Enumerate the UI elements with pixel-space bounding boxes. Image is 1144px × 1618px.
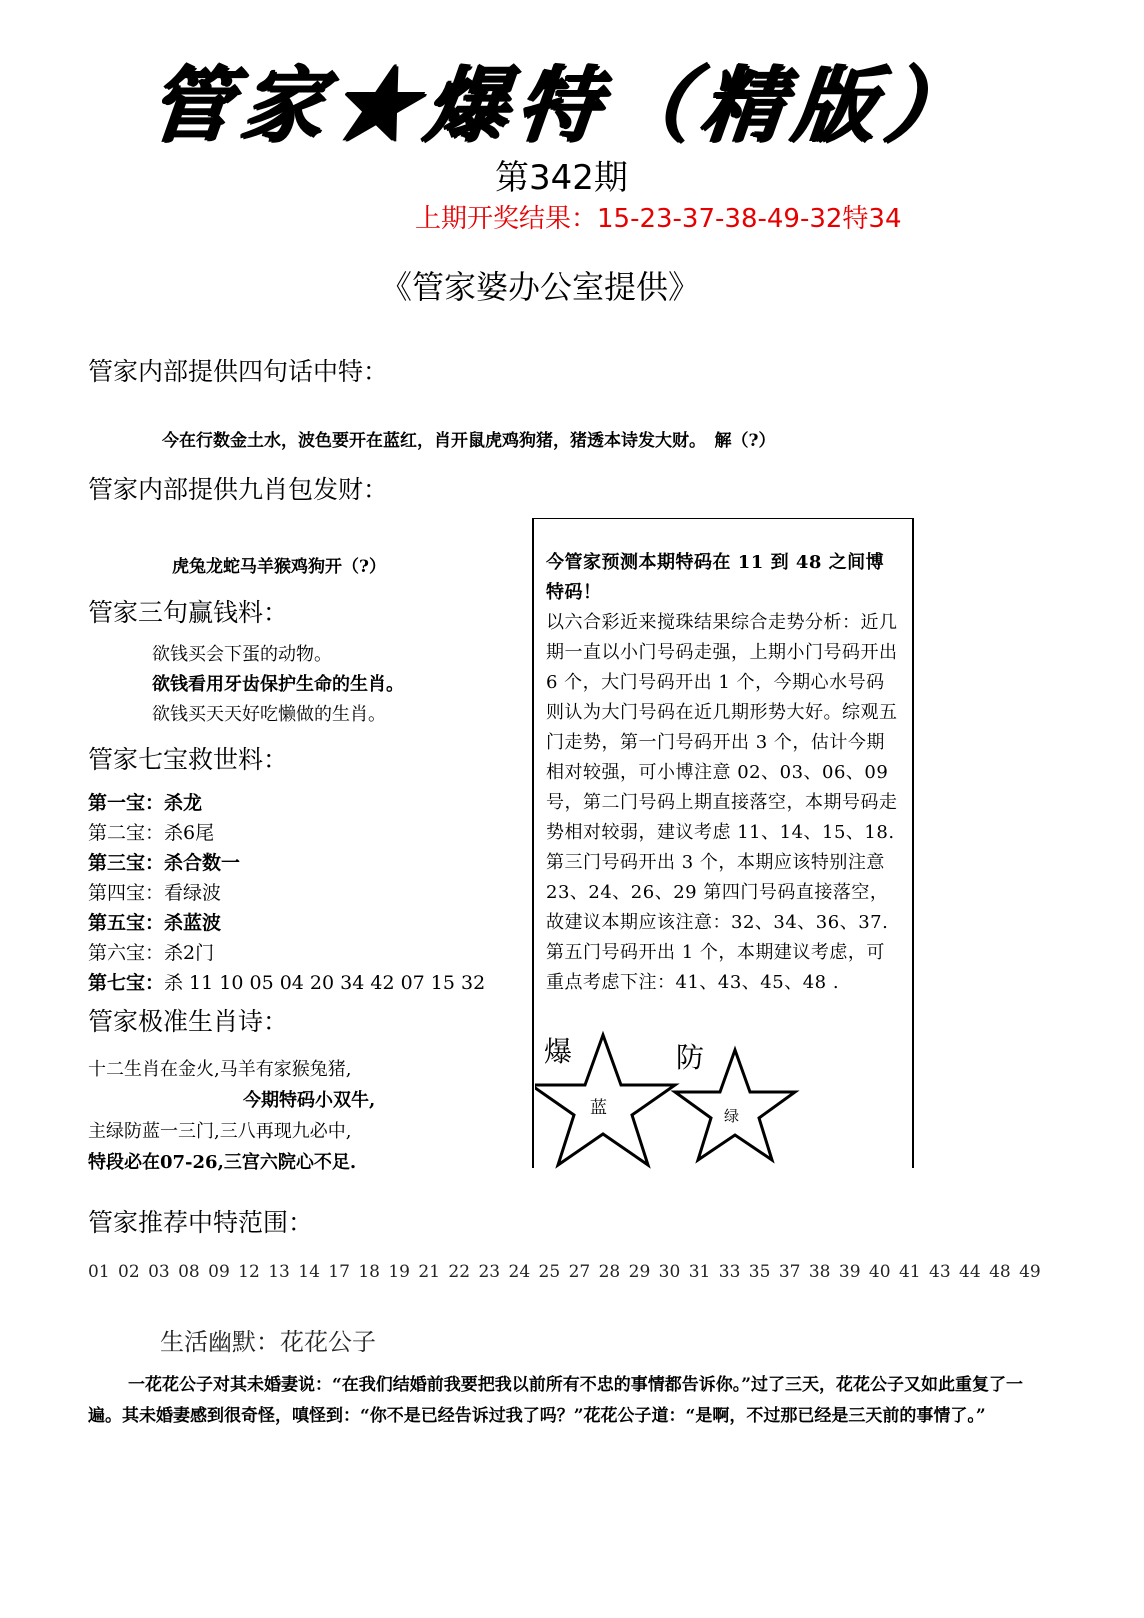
four-lines-heading: 管家内部提供四句话中特： — [88, 357, 389, 386]
treasure-value: 杀2门 — [164, 942, 215, 964]
three-lines-item: 欲钱看用牙齿保护生命的生肖。 — [152, 674, 404, 695]
zodiac-poem-heading: 管家极准生肖诗： — [88, 1007, 289, 1036]
star-blue-label: 蓝 — [590, 1098, 607, 1118]
three-lines-item: 欲钱买天天好吃懒做的生肖。 — [152, 704, 386, 725]
treasure-value: 杀6尾 — [164, 822, 215, 844]
star-green-label: 绿 — [724, 1107, 740, 1125]
treasure-value: 杀 11 10 05 04 20 34 42 07 15 32 — [164, 972, 486, 994]
four-lines-text: 今在行数金土水，波色要开在蓝红，肖开鼠虎鸡狗猪，猪透本诗发大财。 解（?） — [162, 431, 776, 451]
star-label-guard: 防 — [676, 1041, 705, 1074]
treasure-item — [88, 878, 485, 908]
analysis-body: 以六合彩近来搅珠结果综合走势分析：近几期一直以小门号码走强，上期小门号码开出 6 个，大门号码开出 1 个，今期心水号码则认为大门号码在近几期形势大好。综观五门走势，第一门号码开出 3 个，估计今期相对较强，可小博注意 02、03、06、09 号，第二门号码上期直接落空，本期号码走势相对较弱，建议考虑 11、14、15、18. 第三门号码开出 3 个，本期应该特别注意 23、24、26、29 第四门号码直接落空，故建议本期应该注意：32、34、36、37. 第五门号码开出 1 个，本期建议考虑，可重点考虑下注：41、43、45、48 . — [546, 612, 898, 993]
treasure-item — [88, 938, 485, 968]
treasure-key: 第七宝： — [88, 972, 165, 994]
treasure-item — [88, 788, 485, 818]
nine-zodiac-text: 虎兔龙蛇马羊猴鸡狗开（?） — [172, 557, 386, 577]
provider-line: 《管家婆办公室提供》 — [380, 268, 701, 306]
treasure-key: 第五宝： — [88, 912, 165, 934]
three-lines-list — [152, 640, 404, 730]
nine-zodiac-heading: 管家内部提供九肖包发财： — [88, 475, 389, 504]
three-lines-heading: 管家三句赢钱料： — [88, 598, 289, 627]
analysis-text — [546, 548, 902, 998]
last-result: 上期开奖结果：15-23-37-38-49-32特34 — [415, 204, 902, 234]
treasure-value: 杀龙 — [164, 792, 203, 814]
treasure-value: 杀蓝波 — [164, 912, 222, 934]
treasure-key: 第二宝： — [88, 822, 165, 844]
treasure-key: 第四宝： — [88, 882, 165, 904]
humor-title: 生活幽默：花花公子 — [160, 1328, 376, 1356]
seven-treasures-heading: 管家七宝救世料： — [88, 745, 289, 774]
analysis-intro: 今管家预测本期特码在 11 到 48 之间博特码！ — [546, 552, 885, 603]
treasure-item — [88, 968, 485, 998]
treasure-value: 看绿波 — [164, 882, 222, 904]
treasure-key: 第六宝： — [88, 942, 165, 964]
poem-line: 十二生肖在金火,马羊有家猴兔猪, — [88, 1059, 352, 1080]
treasure-item — [88, 848, 485, 878]
zodiac-poem — [88, 1054, 375, 1178]
issue-number: 第342期 — [495, 158, 628, 198]
star-label-explode: 爆 — [544, 1035, 573, 1068]
three-lines-item: 欲钱买会下蛋的动物。 — [152, 644, 332, 665]
poem-line: 特段必在07-26,三宫六院心不足. — [88, 1152, 357, 1173]
treasure-key: 第三宝： — [88, 852, 165, 874]
treasure-value: 杀合数一 — [164, 852, 241, 874]
range-heading: 管家推荐中特范围： — [88, 1208, 314, 1237]
treasure-item — [88, 818, 485, 848]
page-title: 管家★爆特（精版） — [144, 57, 983, 153]
humor-text: 一花花公子对其未婚妻说：“在我们结婚前我要把我以前所有不忠的事情都告诉你。”过了三天，花花公子又如此重复了一遍。其未婚妻感到很奇怪，嗔怪到：“你不是已经告诉过我了吗？”花花公子道：“是啊，不过那已经是三天前的事情了。” — [88, 1375, 1024, 1426]
range-numbers: 01 02 03 08 09 12 13 14 17 18 19 21 22 23 24 25 27 28 29 30 31 33 35 37 38 39 40 41 43 44 48 49 — [88, 1262, 1041, 1282]
treasure-key: 第一宝： — [88, 792, 165, 814]
poem-line: 今期特码小双牛, — [243, 1090, 376, 1111]
treasure-item — [88, 908, 485, 938]
seven-treasures-list — [88, 788, 485, 998]
poem-line: 主绿防蓝一三门,三八再现九必中, — [88, 1121, 352, 1142]
